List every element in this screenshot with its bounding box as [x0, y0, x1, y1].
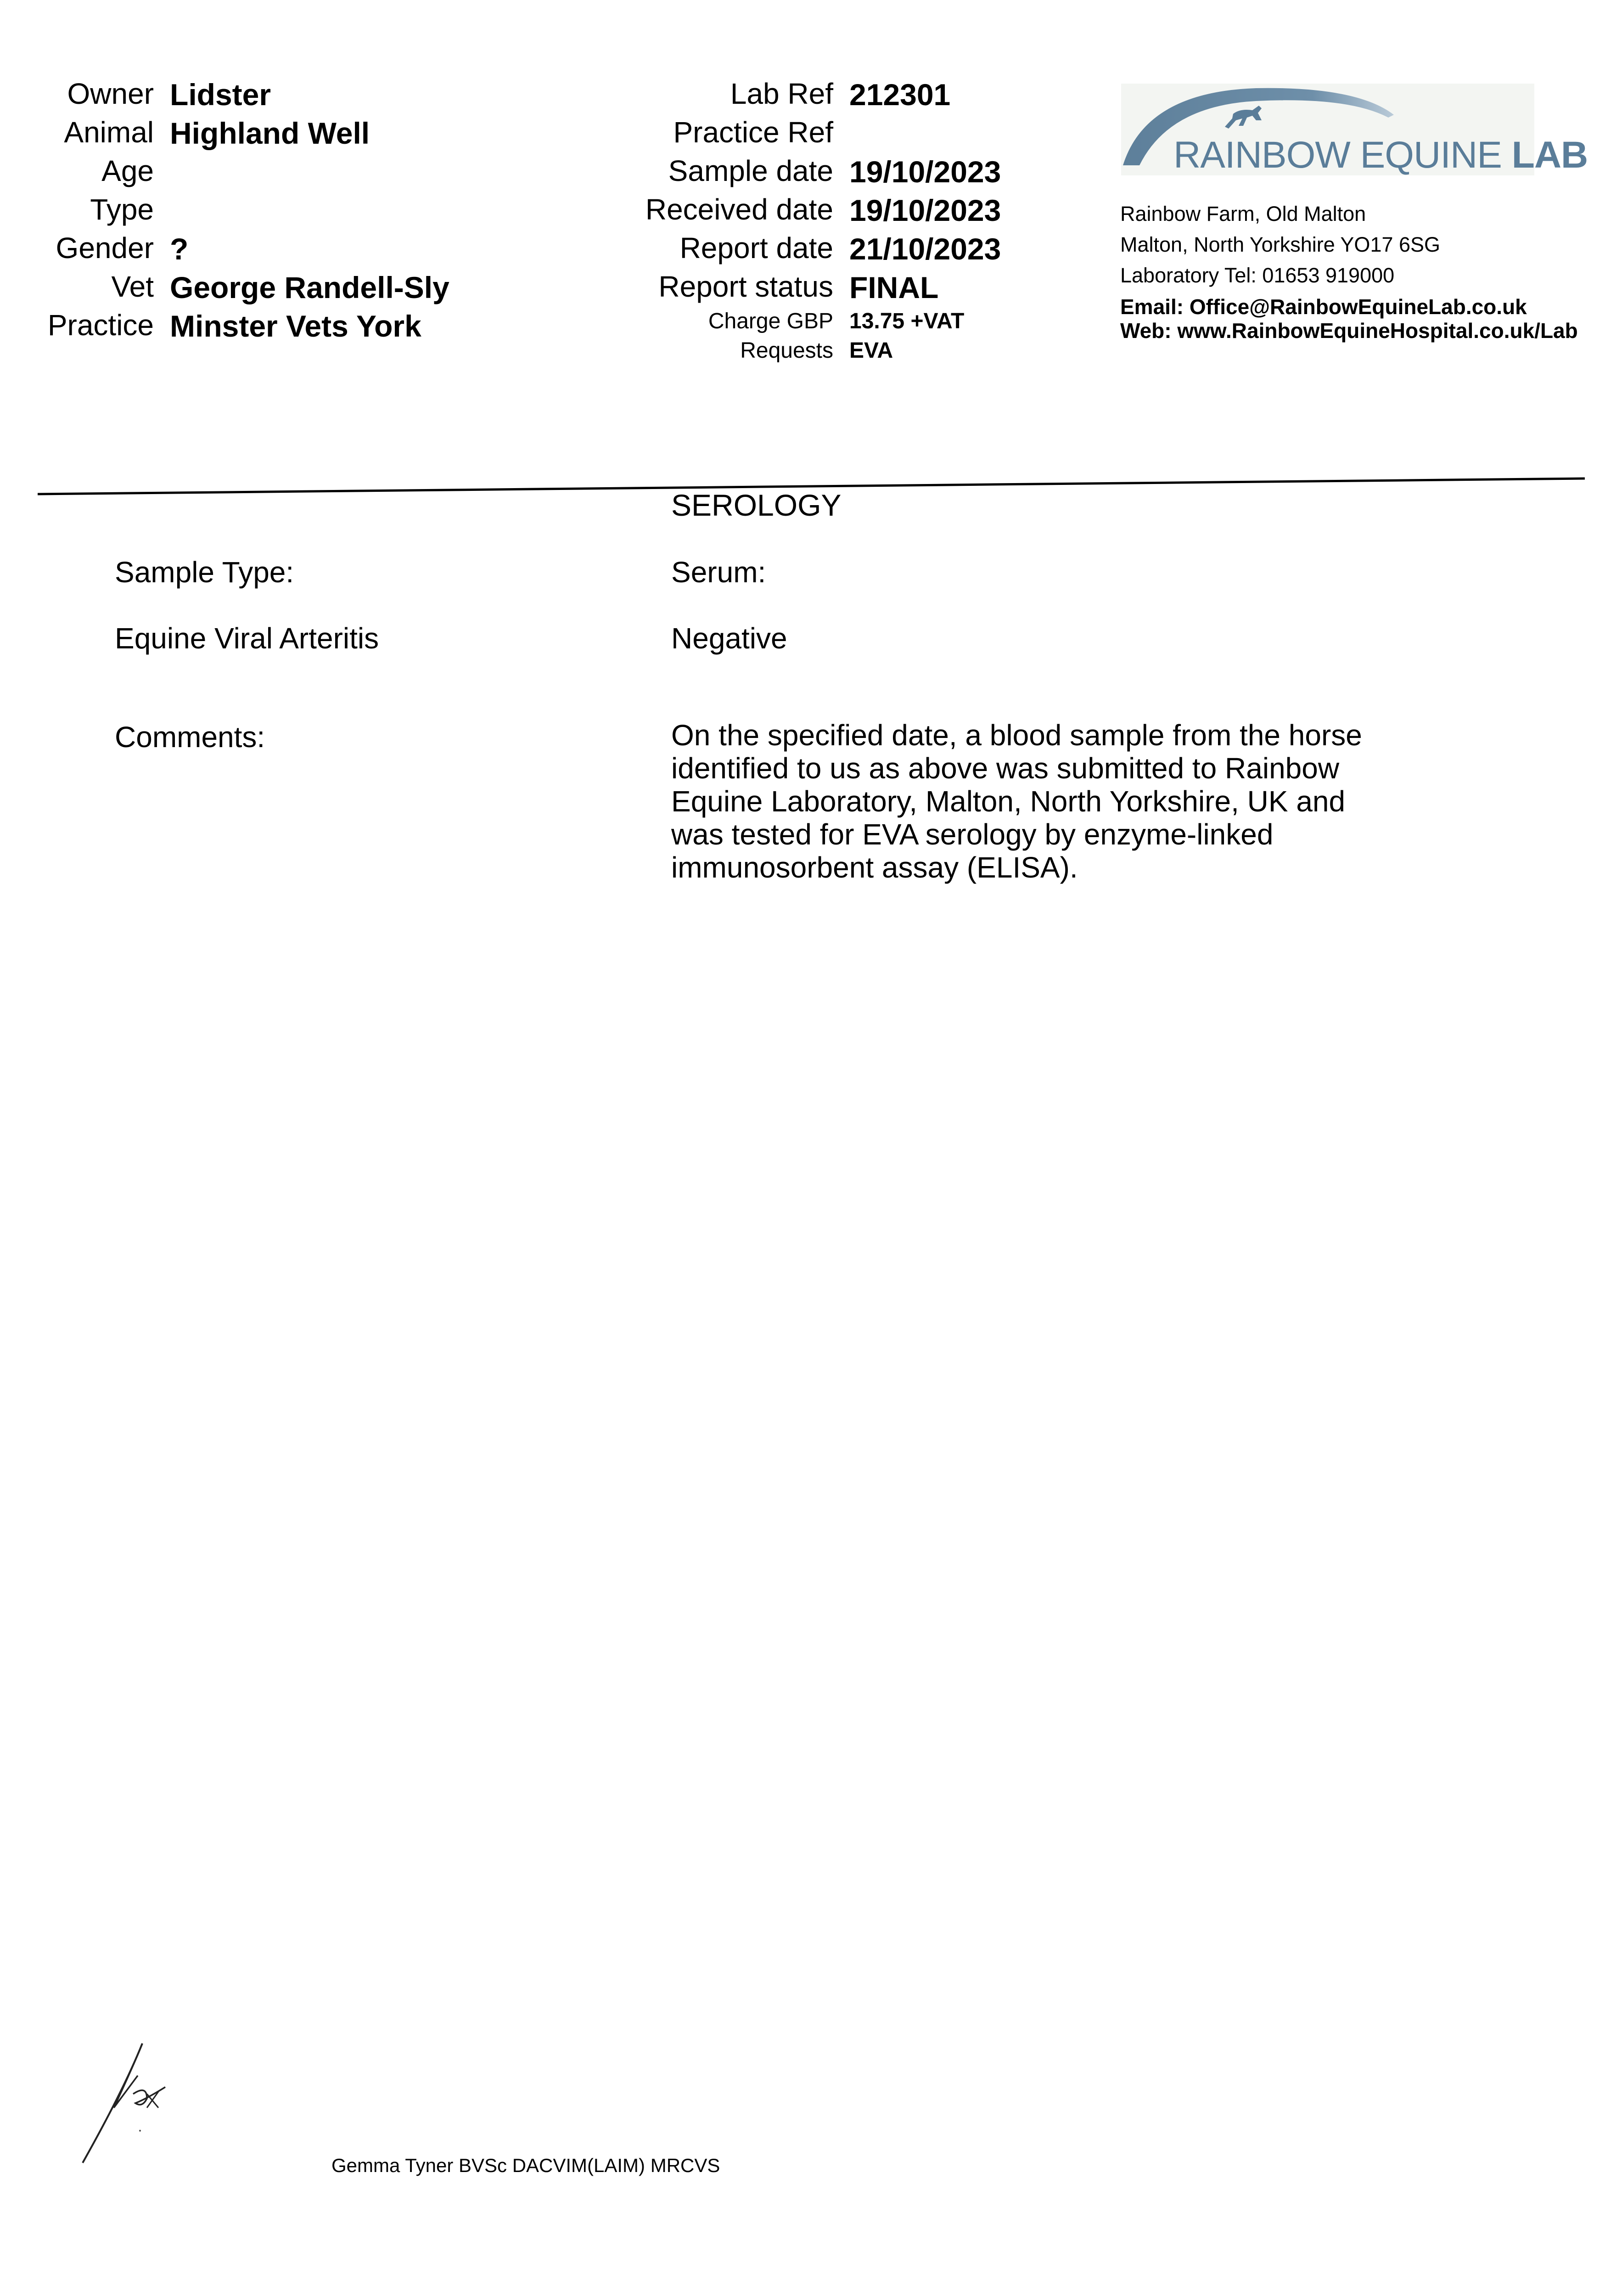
animal-label: Animal — [64, 116, 154, 149]
rainbow-equine-lab-logo — [1118, 78, 1588, 184]
comments-text: On the specified date, a blood sample from the horse identified to us as above was submitted to Rainbow Equine Laboratory, Malton, North Yorkshire, UK and was tested for EVA serology by enzyme-linked immunosorbent assay (ELISA). — [671, 719, 1362, 884]
report-status-value: FINAL — [849, 270, 939, 304]
owner-value: Lidster — [170, 78, 271, 112]
section-title: SEROLOGY — [671, 488, 842, 522]
report-date-value: 21/10/2023 — [849, 232, 1001, 266]
requests-value: EVA — [849, 338, 893, 363]
owner-label: Owner — [67, 77, 154, 110]
lab-website: Web: www.RainbowEquineHospital.co.uk/Lab — [1120, 319, 1578, 343]
signer-name: Gemma Tyner BVSc DACVIM(LAIM) MRCVS — [331, 2155, 720, 2176]
sample-type-value: Serum: — [671, 556, 766, 589]
test-result: Negative — [671, 622, 787, 655]
lab-email: Email: Office@RainbowEquineLab.co.uk — [1120, 295, 1527, 319]
requests-label: Requests — [740, 338, 833, 363]
lab-ref-value: 212301 — [849, 78, 951, 112]
vet-label: Vet — [111, 270, 154, 303]
lab-telephone: Laboratory Tel: 01653 919000 — [1120, 264, 1395, 287]
type-label: Type — [90, 193, 154, 226]
gender-value: ? — [170, 232, 189, 266]
lab-ref-label: Lab Ref — [730, 77, 833, 110]
lab-address-line2: Malton, North Yorkshire YO17 6SG — [1120, 233, 1441, 256]
age-label: Age — [101, 154, 154, 187]
logo-wordmark: RAINBOW EQUINE LAB — [1173, 134, 1588, 176]
sample-date-value: 19/10/2023 — [849, 155, 1001, 189]
received-date-value: 19/10/2023 — [849, 193, 1001, 227]
charge-value: 13.75 +VAT — [849, 309, 965, 333]
lab-address-line1: Rainbow Farm, Old Malton — [1120, 202, 1366, 225]
received-date-label: Received date — [645, 193, 833, 226]
comments-label: Comments: — [115, 720, 265, 754]
test-name: Equine Viral Arteritis — [115, 622, 379, 655]
sample-type-label: Sample Type: — [115, 556, 294, 589]
practice-ref-label: Practice Ref — [673, 116, 833, 149]
report-status-label: Report status — [658, 270, 833, 303]
practice-label: Practice — [47, 309, 154, 342]
charge-label: Charge GBP — [708, 309, 833, 333]
handwritten-signature — [78, 2039, 179, 2167]
practice-value: Minster Vets York — [170, 309, 421, 343]
report-date-label: Report date — [679, 231, 833, 264]
gender-label: Gender — [56, 231, 154, 264]
sample-date-label: Sample date — [668, 154, 833, 187]
vet-value: George Randell-Sly — [170, 270, 449, 304]
animal-value: Highland Well — [170, 116, 370, 150]
